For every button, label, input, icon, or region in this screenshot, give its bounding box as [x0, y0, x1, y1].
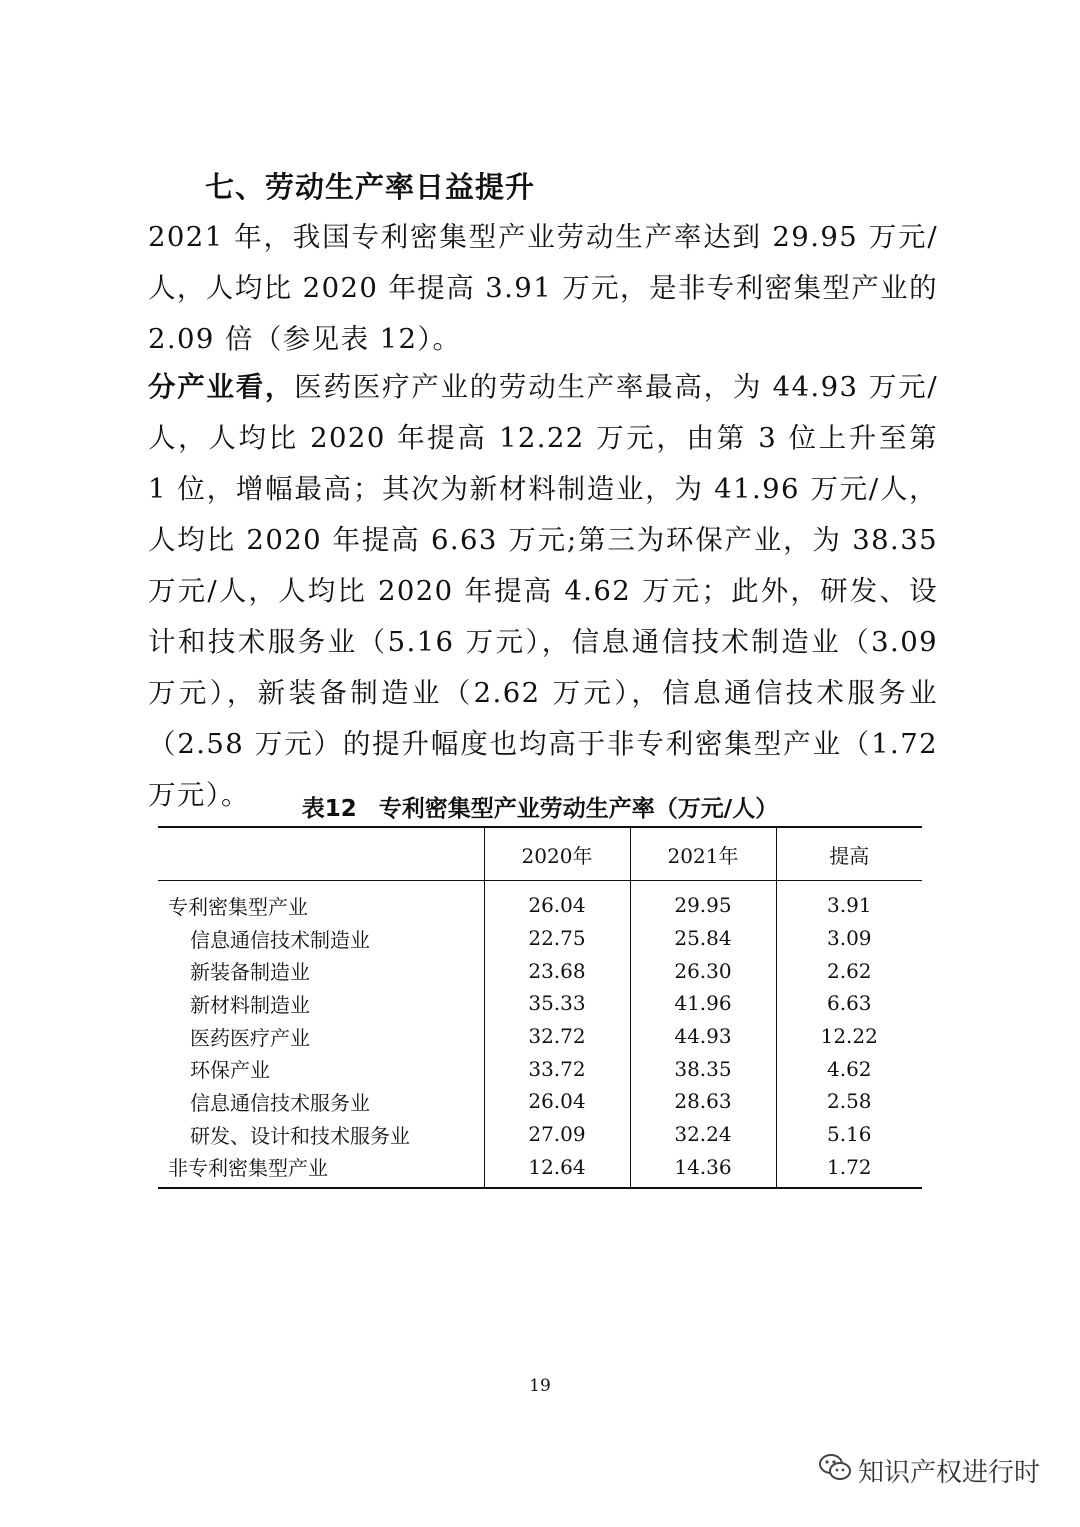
table-row [158, 922, 922, 955]
paragraph-2-lead: 分产业看， [148, 371, 295, 403]
table-row [158, 1151, 922, 1189]
value-increase: 2.62 [776, 954, 922, 987]
value-increase: 6.63 [776, 987, 922, 1020]
value-2020: 27.09 [484, 1118, 630, 1151]
value-increase: 4.62 [776, 1052, 922, 1085]
row-label: 研发、设计和技术服务业 [190, 1123, 410, 1148]
value-increase: 3.09 [776, 922, 922, 955]
value-2020: 12.64 [484, 1151, 630, 1189]
table-row [158, 987, 922, 1020]
value-2020: 26.04 [484, 1085, 630, 1118]
header-2020: 2020年 [484, 827, 630, 881]
value-2020: 23.68 [484, 954, 630, 987]
value-2021: 41.96 [630, 987, 776, 1020]
value-increase: 5.16 [776, 1118, 922, 1151]
table-row [158, 954, 922, 987]
value-2021: 44.93 [630, 1020, 776, 1053]
productivity-table [158, 826, 922, 1189]
table-row [158, 1052, 922, 1085]
table-row [158, 1020, 922, 1053]
table-caption-title: 专利密集型产业劳动生产率（万元/人） [378, 796, 779, 822]
paragraph-1: 2021 年，我国专利密集型产业劳动生产率达到 29.95 万元/人，人均比 2020 年提高 3.91 万元，是非专利密集型产业的 2.09 倍（参见表 12）。 [148, 221, 938, 355]
table-row [158, 881, 922, 922]
row-label: 新装备制造业 [190, 960, 310, 985]
table-row [158, 1085, 922, 1118]
watermark-text: 知识产权进行时 [858, 1458, 1041, 1488]
value-2021: 28.63 [630, 1085, 776, 1118]
value-2021: 26.30 [630, 954, 776, 987]
value-2020: 32.72 [484, 1020, 630, 1053]
value-2021: 29.95 [630, 881, 776, 922]
value-2021: 38.35 [630, 1052, 776, 1085]
value-increase: 3.91 [776, 881, 922, 922]
value-increase: 2.58 [776, 1085, 922, 1118]
row-label: 医药医疗产业 [190, 1025, 310, 1050]
table-header-row [158, 827, 922, 881]
table-row [158, 1118, 922, 1151]
row-label: 信息通信技术服务业 [190, 1090, 370, 1115]
value-increase: 12.22 [776, 1020, 922, 1053]
row-label: 新材料制造业 [190, 992, 310, 1017]
row-label: 专利密集型产业 [168, 894, 308, 919]
watermark [818, 1452, 1040, 1489]
value-2020: 35.33 [484, 987, 630, 1020]
section-heading: 七、劳动生产率日益提升 [205, 170, 536, 204]
table-caption-number: 表12 [301, 796, 357, 822]
row-label: 非专利密集型产业 [168, 1156, 328, 1181]
page-number: 19 [529, 1376, 551, 1396]
value-2021: 32.24 [630, 1118, 776, 1151]
header-increase: 提高 [776, 827, 922, 881]
row-label: 信息通信技术制造业 [190, 927, 370, 952]
value-2020: 33.72 [484, 1052, 630, 1085]
value-2021: 14.36 [630, 1151, 776, 1189]
header-industry [158, 827, 484, 881]
paragraph-2 [148, 362, 938, 821]
value-2020: 22.75 [484, 922, 630, 955]
row-label: 环保产业 [190, 1058, 270, 1083]
value-2021: 25.84 [630, 922, 776, 955]
value-increase: 1.72 [776, 1151, 922, 1189]
value-2020: 26.04 [484, 881, 630, 922]
paragraph-2-body: 医药医疗产业的劳动生产率最高，为 44.93 万元/人，人均比 2020 年提高 12.22 万元，由第 3 位上升至第 1 位，增幅最高；其次为新材料制造业，为 41.96 万元/人，人均比 2020 年提高 6.63 万元;第三为环保产业，为 38.35 万元/人，人均比 2020 年提高 4.62 万元；此外，研发、设计和技术服务业（5.16 万元），信息通信技术制造业（3.09 万元），新装备制造业（2.62 万元），信息通信技术服务业（2.58 万元）的提升幅度也均高于非专利密集型产业（1.72 万元）。 [148, 371, 939, 811]
table-caption [158, 790, 922, 823]
wechat-icon [818, 1452, 852, 1489]
header-2021: 2021年 [630, 827, 776, 881]
